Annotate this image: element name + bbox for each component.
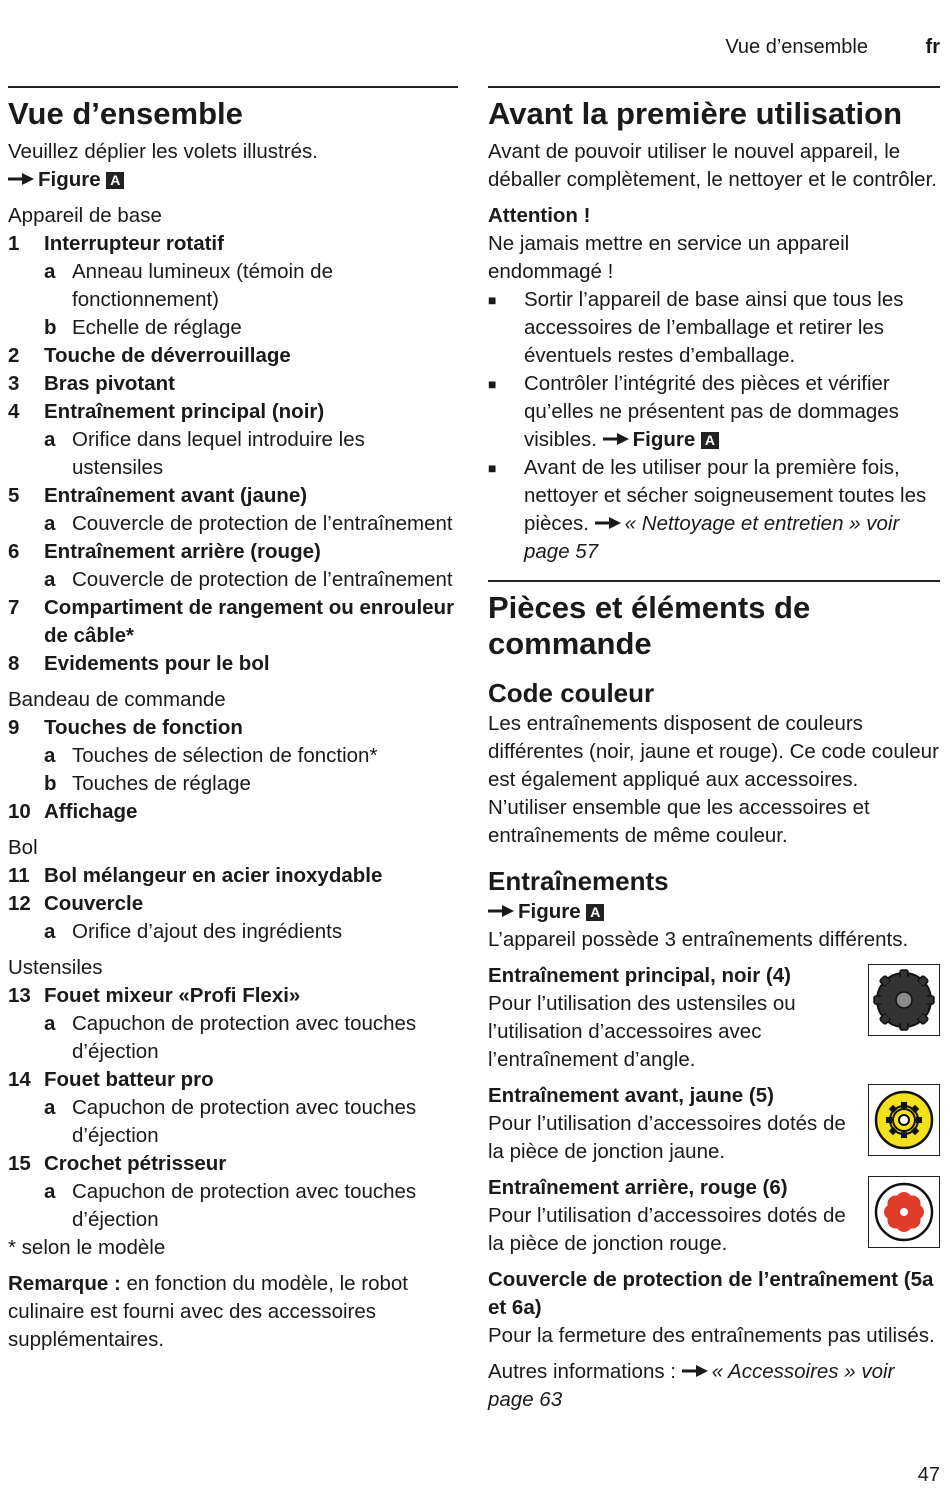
section-title-first-use: Avant la première utilisation [488, 96, 903, 131]
bullet-item [488, 370, 940, 454]
figure-label: Figure [38, 168, 101, 191]
first-use-intro: Avant de pouvoir utiliser le nouvel appareil, le déballer complètement, le nettoyer et le contrôler. [488, 140, 937, 191]
sub-text: Touches de réglage [72, 772, 251, 795]
list-item [8, 482, 458, 510]
item-text: Entraînement principal (noir) [44, 400, 325, 423]
figure-label: Figure [518, 900, 581, 923]
section-title-parts: Pièces et éléments de commande [488, 590, 811, 661]
sub-item [8, 510, 458, 538]
sub-letter: a [44, 428, 56, 451]
sub-letter: a [44, 512, 56, 535]
language-code: fr [925, 36, 940, 58]
left-column [8, 86, 458, 1354]
item-text: Compartiment de rangement ou enrouleur de câble* [44, 596, 455, 647]
sub-text: Couvercle de protection de l’entraînement [72, 512, 453, 535]
list-item [8, 862, 458, 890]
item-text: Bras pivotant [44, 372, 175, 395]
sub-letter: a [44, 1180, 56, 1203]
drive-entry-yellow [488, 1082, 940, 1166]
bullet-text: Contrôler l’intégrité des pièces et vérifier qu’elles ne présentent pas de dommages visibles. [524, 372, 899, 451]
item-text: Touche de déverrouillage [44, 344, 291, 367]
arrow-right-icon [595, 510, 625, 538]
figure-label: Figure [632, 428, 696, 451]
section-title-overview: Vue d’ensemble [8, 96, 243, 131]
list-item [8, 890, 458, 918]
sub-item [8, 314, 458, 342]
list-item [8, 1150, 458, 1178]
sub-text: Couvercle de protection de l’entraînement [72, 568, 453, 591]
page-number: 47 [917, 1464, 940, 1486]
list-item [8, 714, 458, 742]
section-rule [8, 86, 458, 88]
list-item [8, 538, 458, 566]
group-heading-bowl: Bol [8, 836, 38, 859]
figure-letter-box: A [701, 432, 719, 449]
cross-reference-link: « Accessoires » voir page 63 [488, 1360, 895, 1411]
sub-item [8, 770, 458, 798]
square-bullet-icon: ■ [488, 376, 497, 392]
drive-title: Entraînement avant, jaune (5) [488, 1084, 774, 1107]
intro-text: Veuillez déplier les volets illustrés. [8, 140, 318, 163]
cross-reference-link: « Nettoyage et entretien » voir page 57 [524, 512, 900, 563]
more-info [488, 1358, 940, 1414]
section-rule [488, 86, 940, 88]
item-number: 4 [8, 400, 20, 423]
item-number: 9 [8, 716, 20, 739]
cover-title: Couvercle de protection de l’entraînement (5a et 6a) [488, 1268, 934, 1319]
drive-entry-red [488, 1174, 940, 1258]
item-number: 6 [8, 540, 20, 563]
list-item [8, 1066, 458, 1094]
drive-title: Entraînement arrière, rouge (6) [488, 1176, 788, 1199]
bullet-text: Avant de les utiliser pour la première fois, nettoyer et sécher soigneusement toutes les pièces. [524, 456, 927, 535]
sub-text: Echelle de réglage [72, 316, 242, 339]
subheading-color-code: Code couleur [488, 678, 655, 708]
drive-title: Entraînement principal, noir (4) [488, 964, 791, 987]
figure-letter-box: A [586, 904, 604, 921]
item-number: 1 [8, 232, 20, 255]
group-heading-panel: Bandeau de commande [8, 688, 226, 711]
item-number: 2 [8, 344, 20, 367]
sub-letter: a [44, 920, 56, 943]
drive-text: Pour l’utilisation d’accessoires dotés de la pièce de jonction rouge. [488, 1204, 846, 1255]
attention-text: Ne jamais mettre en service un appareil endommagé ! [488, 232, 850, 283]
figure-reference [488, 898, 940, 926]
sub-text: Capuchon de protection avec touches d’éjection [72, 1012, 417, 1063]
sub-text: Capuchon de protection avec touches d’éjection [72, 1096, 417, 1147]
sub-text: Capuchon de protection avec touches d’éjection [72, 1180, 417, 1231]
item-text: Fouet mixeur «Profi Flexi» [44, 984, 301, 1007]
list-item [8, 342, 458, 370]
item-number: 15 [8, 1152, 31, 1175]
sub-letter: a [44, 744, 56, 767]
group-heading-tools: Ustensiles [8, 956, 103, 979]
color-code-text: Les entraînements disposent de couleurs différentes (noir, jaune et rouge). Ce code couleur est également appliqué aux accessoires. N’utiliser ensemble que les accessoires et entraînements de même couleur. [488, 712, 939, 847]
item-text: Interrupteur rotatif [44, 232, 224, 255]
sub-letter: a [44, 568, 56, 591]
cover-text: Pour la fermeture des entraînements pas utilisés. [488, 1324, 935, 1347]
sub-item [8, 1010, 458, 1066]
arrow-right-icon [603, 426, 633, 454]
drives-intro: L’appareil possède 3 entraînements différents. [488, 928, 909, 951]
item-text: Entraînement arrière (rouge) [44, 540, 321, 563]
sub-letter: a [44, 1012, 56, 1035]
list-item [8, 798, 458, 826]
sub-item [8, 742, 458, 770]
sub-letter: b [44, 772, 57, 795]
list-item [8, 230, 458, 258]
sub-item [8, 1094, 458, 1150]
item-number: 3 [8, 372, 20, 395]
sub-item [8, 426, 458, 482]
item-number: 12 [8, 892, 31, 915]
item-text: Fouet batteur pro [44, 1068, 214, 1091]
footnote: * selon le modèle [8, 1236, 166, 1259]
arrow-right-icon [682, 1358, 712, 1386]
sub-item [8, 566, 458, 594]
bullet-item [488, 454, 940, 566]
bullet-text: Sortir l’appareil de base ainsi que tous les accessoires de l’emballage et retirer les éventuels restes d’emballage. [524, 288, 904, 367]
sub-text: Orifice d’ajout des ingrédients [72, 920, 343, 943]
list-item [8, 398, 458, 426]
item-text: Entraînement avant (jaune) [44, 484, 308, 507]
sub-letter: a [44, 260, 56, 283]
sub-text: Anneau lumineux (témoin de fonctionnement) [72, 260, 333, 311]
more-info-label: Autres informations : [488, 1360, 676, 1383]
bullet-item [488, 286, 940, 370]
drive-text: Pour l’utilisation d’accessoires dotés de la pièce de jonction jaune. [488, 1112, 846, 1163]
yellow-drive-gear-icon [868, 1084, 940, 1156]
page-header [0, 36, 950, 60]
item-number: 8 [8, 652, 20, 675]
group-heading-base: Appareil de base [8, 204, 162, 227]
arrow-right-icon [488, 898, 518, 926]
item-number: 10 [8, 800, 31, 823]
arrow-right-icon [8, 166, 38, 194]
sub-letter: b [44, 316, 57, 339]
item-number: 11 [8, 864, 30, 887]
list-item [8, 370, 458, 398]
sub-item [8, 258, 458, 314]
list-item [8, 594, 458, 650]
sub-text: Touches de sélection de fonction* [72, 744, 378, 767]
sub-item [8, 1178, 458, 1234]
item-number: 14 [8, 1068, 31, 1091]
black-drive-gear-icon [868, 964, 940, 1036]
sub-item [8, 918, 458, 946]
sub-letter: a [44, 1096, 56, 1119]
red-drive-gear-icon [868, 1176, 940, 1248]
figure-reference [8, 166, 458, 194]
drive-text: Pour l’utilisation des ustensiles ou l’utilisation d’accessoires avec l’entraînement d’angle. [488, 992, 796, 1071]
right-column [488, 86, 940, 1414]
item-text: Bol mélangeur en acier inoxydable [44, 864, 383, 887]
item-text: Affichage [44, 800, 138, 823]
list-item [8, 650, 458, 678]
item-text: Touches de fonction [44, 716, 243, 739]
figure-letter-box: A [106, 172, 124, 189]
remark-label: Remarque : [8, 1272, 121, 1295]
subheading-drives: Entraînements [488, 866, 669, 896]
drive-entry-black [488, 962, 940, 1074]
item-number: 13 [8, 984, 31, 1007]
item-text: Couvercle [44, 892, 144, 915]
list-item [8, 982, 458, 1010]
item-text: Crochet pétrisseur [44, 1152, 227, 1175]
item-number: 5 [8, 484, 20, 507]
remark [8, 1270, 458, 1354]
header-title: Vue d’ensemble [725, 36, 868, 58]
attention-heading: Attention ! [488, 204, 591, 227]
item-number: 7 [8, 596, 20, 619]
section-rule [488, 580, 940, 582]
square-bullet-icon: ■ [488, 460, 497, 476]
sub-text: Orifice dans lequel introduire les ustensiles [72, 428, 365, 479]
square-bullet-icon: ■ [488, 292, 497, 308]
item-text: Evidements pour le bol [44, 652, 270, 675]
remark-text: en fonction du modèle, le robot culinaire est fourni avec des accessoires supplémentaires. [8, 1272, 408, 1351]
